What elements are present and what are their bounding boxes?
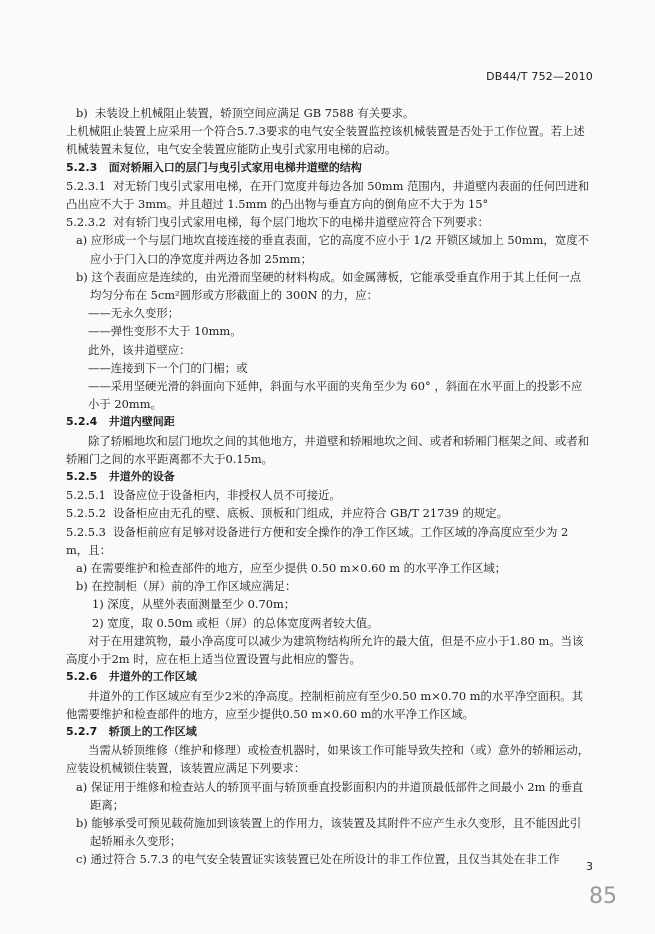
list-item: b) 在控制柜（屏）前的净工作区域应满足： bbox=[76, 579, 297, 594]
section-heading: 5.2.7 轿顶上的工作区域 bbox=[66, 724, 197, 738]
dash-item: ——无永久变形； bbox=[88, 306, 180, 321]
clause: 5.2.3.1 对无轿门曳引式家用电梯，在开门宽度并每边各加 50mm 范围内，井道壁内表面的任何凹进和凸出应不大于 3mm。并且超过 1.5mm 的凸出物与垂直方向的倒角应不大于为 15° bbox=[66, 178, 590, 212]
standard-code: DB44/T 752—2010 bbox=[486, 70, 593, 83]
list-item: a) 保证用于维修和检查站人的轿顶平面与轿顶垂直投影面积内的井道顶最低部件之间最小 2m 的垂直距离； bbox=[76, 779, 584, 812]
sub-list-item: 2) 宽度，取 0.50m 或柜（屏）的总体宽度两者较大值。 bbox=[92, 615, 379, 630]
dash-item: ——弹性变形不大于 10mm。 bbox=[88, 324, 242, 339]
page-stamp: 85 bbox=[589, 884, 617, 909]
section-heading: 5.2.6 井道外的工作区域 bbox=[66, 670, 197, 684]
list-item: b) 未装设上机械阻止装置，轿顶空间应满足 GB 7588 有关要求。 bbox=[76, 106, 415, 120]
section-heading: 5.2.5 井道外的设备 bbox=[66, 470, 175, 484]
page-number: 3 bbox=[586, 860, 593, 873]
clause: 5.2.5.1 设备应位于设备柜内，非授权人员不可接近。 bbox=[66, 488, 341, 503]
paragraph: 上机械阻止装置上应采用一个符合5.7.3要求的电气安全装置监控该机械装置是否处于工作位置。若上述机械装置未复位，电气安全装置应能防止曳引式家用电梯的启动。 bbox=[66, 124, 585, 157]
clause: 5.2.5.2 设备柜应由无孔的壁、底板、顶板和门组成，并应符合 GB/T 21739 的规定。 bbox=[66, 506, 509, 521]
section-heading: 5.2.4 井道内壁间距 bbox=[66, 415, 175, 429]
document-body bbox=[66, 104, 590, 869]
paragraph: 除了轿厢地坎和层门地坎之间的其他地方，井道壁和轿厢地坎之间、或者和轿厢门框架之间、或者和轿厢门之间的水平距离都不大于0.15m。 bbox=[66, 433, 590, 466]
clause: 5.2.5.3 设备柜前应有足够对设备进行方便和安全操作的净工作区域。工作区域的净高度应至少为 2m，且： bbox=[66, 524, 569, 557]
section-heading: 5.2.3 面对轿厢入口的层门与曳引式家用电梯井道壁的结构 bbox=[66, 160, 362, 174]
list-item: c) 通过符合 5.7.3 的电气安全装置证实该装置已处在所设计的非工作位置，且仅当其处在非工作 bbox=[76, 852, 560, 867]
list-item: b) 这个表面应是连续的，由光滑而坚硬的材料构成。如金属薄板，它能承受垂直作用于其上任何一点均匀分布在 5cm²圆形或方形截面上的 300N 的力，应： bbox=[76, 269, 582, 303]
paragraph: 对于在用建筑物，最小净高度可以减少为建筑物结构所允许的最大值，但是不应小于1.80 m。当该高度小于2m 时，应在柜上适当位置设置与此相应的警告。 bbox=[66, 633, 584, 667]
dash-item: ——连接到下一个门的门楣；或 bbox=[88, 360, 248, 375]
clause: 5.2.3.2 对有轿门曳引式家用电梯，每个层门地坎下的电梯井道壁应符合下列要求： bbox=[66, 215, 489, 230]
list-item: a) 应形成一个与层门地坎直接连接的垂直表面，它的高度不应小于 1/2 开锁区域加上 50mm，宽度不应小于门入口的净宽度并两边各加 25mm； bbox=[76, 233, 589, 266]
dash-item: ——采用坚硬光滑的斜面向下延伸，斜面与水平面的夹角至少为 60° ，斜面在水平面上的投影不应小于 20mm。 bbox=[88, 379, 583, 412]
list-item: a) 在需要维护和检查部件的地方，应至少提供 0.50 m×0.60 m 的水平净工作区域； bbox=[76, 561, 507, 576]
paragraph: 井道外的工作区域应有至少2米的净高度。控制柜前应有至少0.50 m×0.70 m的水平净空面积。其他需要维护和检查部件的地方，应至少提供0.50 m×0.60 m的水平净工作区域。 bbox=[66, 688, 584, 721]
sub-list-item: 1) 深度，从壁外表面测量至少 0.70m； bbox=[92, 597, 296, 612]
list-item: b) 能够承受可预见载荷施加到该装置上的作用力，该装置及其附件不应产生永久变形，且不能因此引起轿厢永久变形； bbox=[76, 815, 582, 849]
paragraph: 当需从轿顶维修（维护和修理）或检查机器时，如果该工作可能导致失控和（或）意外的轿厢运动，应装设机械锁住装置，该装置应满足下列要求： bbox=[66, 743, 590, 776]
paragraph: 此外，该井道壁应： bbox=[88, 342, 191, 357]
